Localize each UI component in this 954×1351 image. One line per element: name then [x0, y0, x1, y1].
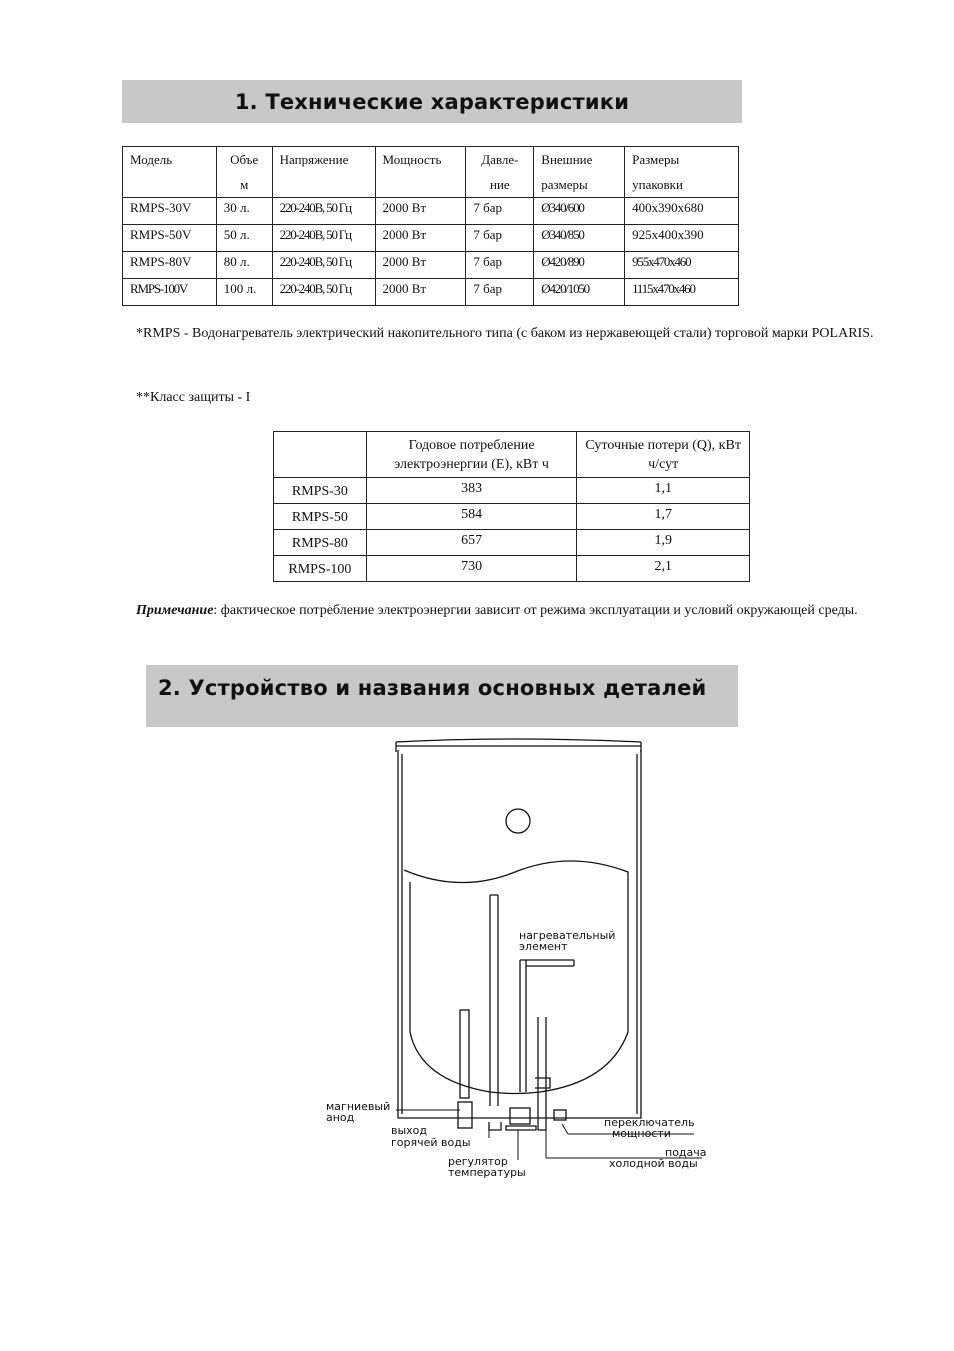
spec-model: RMPS-100V	[123, 279, 217, 306]
spec-pressure: 7 бар	[466, 279, 534, 306]
energy-annual: 657	[366, 530, 577, 556]
energy-daily: 1,1	[577, 478, 750, 504]
energy-daily: 1,9	[577, 530, 750, 556]
table-row	[123, 198, 739, 225]
spec-model: RMPS-50V	[123, 225, 217, 252]
label-thermostat-2: температуры	[448, 1166, 526, 1179]
section-2-header	[146, 665, 738, 727]
spec-volume: 80 л.	[216, 252, 272, 279]
spec-table	[122, 146, 739, 306]
spec-header-power: Мощность	[375, 147, 466, 198]
spec-model: RMPS-30V	[123, 198, 217, 225]
thermostat-icon	[510, 1108, 530, 1124]
table-row	[274, 504, 750, 530]
spec-volume: 30 л.	[216, 198, 272, 225]
energy-header-row	[274, 432, 750, 478]
energy-header-empty	[274, 432, 367, 478]
energy-daily: 1,7	[577, 504, 750, 530]
spec-power: 2000 Вт	[375, 252, 466, 279]
label-cold-water-2: холодной воды	[609, 1157, 698, 1170]
energy-annual: 383	[366, 478, 577, 504]
table-row	[274, 478, 750, 504]
spec-volume: 50 л.	[216, 225, 272, 252]
energy-annual: 730	[366, 556, 577, 582]
spec-model: RMPS-80V	[123, 252, 217, 279]
spec-header-dimensions: Внешние размеры	[534, 147, 625, 198]
usage-note	[136, 601, 886, 620]
label-heating-element-2: элемент	[519, 940, 568, 953]
spec-dimensions: Ø420/1050	[534, 279, 625, 306]
spec-dimensions: Ø420/890	[534, 252, 625, 279]
label-cold-water-1: подача	[665, 1146, 707, 1159]
heater-top-cap	[396, 739, 641, 752]
spec-power: 2000 Вт	[375, 279, 466, 306]
heating-element-icon	[490, 895, 498, 1106]
label-heating-element-1: нагревательный	[519, 929, 616, 942]
spec-pressure: 7 бар	[466, 225, 534, 252]
section-1-title: 1. Технические характеристики	[234, 90, 630, 114]
water-heater-diagram	[310, 732, 720, 1187]
energy-model: RMPS-50	[274, 504, 367, 530]
spec-pressure: 7 бар	[466, 252, 534, 279]
spec-power: 2000 Вт	[375, 198, 466, 225]
usage-note-label: Примечание	[136, 603, 214, 618]
spec-voltage: 220-240В, 50 Гц	[272, 198, 375, 225]
table-row	[274, 530, 750, 556]
energy-model: RMPS-100	[274, 556, 367, 582]
spec-dimensions: Ø340/600	[534, 198, 625, 225]
spec-voltage: 220-240В, 50 Гц	[272, 279, 375, 306]
section-2-title: 2. Устройство и названия основных деталей	[158, 676, 707, 700]
spec-package: 925х400х390	[625, 225, 739, 252]
table-row	[123, 225, 739, 252]
spec-power: 2000 Вт	[375, 225, 466, 252]
table-row	[123, 252, 739, 279]
label-hot-water-1: выход	[391, 1124, 428, 1137]
footnote-rmps: *RMPS - Водонагреватель электрический накопительного типа (с баком из нержавеющей стали) торговой марки POLARIS.	[136, 326, 874, 341]
spec-header-row	[123, 147, 739, 198]
spec-volume: 100 л.	[216, 279, 272, 306]
energy-table	[273, 431, 750, 582]
spec-package: 400х390х680	[625, 198, 739, 225]
label-power-switch-1: переключатель	[604, 1116, 695, 1129]
table-row	[274, 556, 750, 582]
spec-header-voltage: Напряжение	[272, 147, 375, 198]
inner-tank	[404, 861, 628, 1094]
energy-header-annual: Годовое потребление электроэнергии (Е), кВт ч	[366, 432, 577, 478]
usage-note-text: : фактическое потребление электроэнергии зависит от режима эксплуатации и условий окружающей среды.	[213, 603, 858, 618]
footnote-protection-class: **Класс защиты - I	[136, 390, 251, 405]
spec-header-volume: Объе м	[216, 147, 272, 198]
spec-pressure: 7 бар	[466, 198, 534, 225]
spec-package: 955х470х460	[625, 252, 739, 279]
label-hot-water-2: горячей воды	[391, 1136, 471, 1149]
spec-header-pressure: Давле- ние	[466, 147, 534, 198]
spec-package: 1115х470х460	[625, 279, 739, 306]
spec-header-model: Модель	[123, 147, 217, 198]
label-power-switch-2: мощности	[612, 1127, 671, 1140]
energy-annual: 584	[366, 504, 577, 530]
energy-model: RMPS-80	[274, 530, 367, 556]
spec-dimensions: Ø340/850	[534, 225, 625, 252]
spec-voltage: 220-240В, 50 Гц	[272, 225, 375, 252]
section-1-header	[122, 80, 742, 123]
spec-voltage: 220-240В, 50 Гц	[272, 252, 375, 279]
label-anode-2: анод	[326, 1111, 355, 1124]
energy-header-daily: Суточные потери (Q), кВт ч/сут	[577, 432, 750, 478]
energy-daily: 2,1	[577, 556, 750, 582]
table-row	[123, 279, 739, 306]
indicator-lamp-icon	[506, 809, 530, 833]
label-anode-1: магниевый	[326, 1100, 391, 1113]
spec-header-package: Размеры упаковки	[625, 147, 739, 198]
energy-model: RMPS-30	[274, 478, 367, 504]
label-thermostat-1: регулятор	[448, 1155, 508, 1168]
